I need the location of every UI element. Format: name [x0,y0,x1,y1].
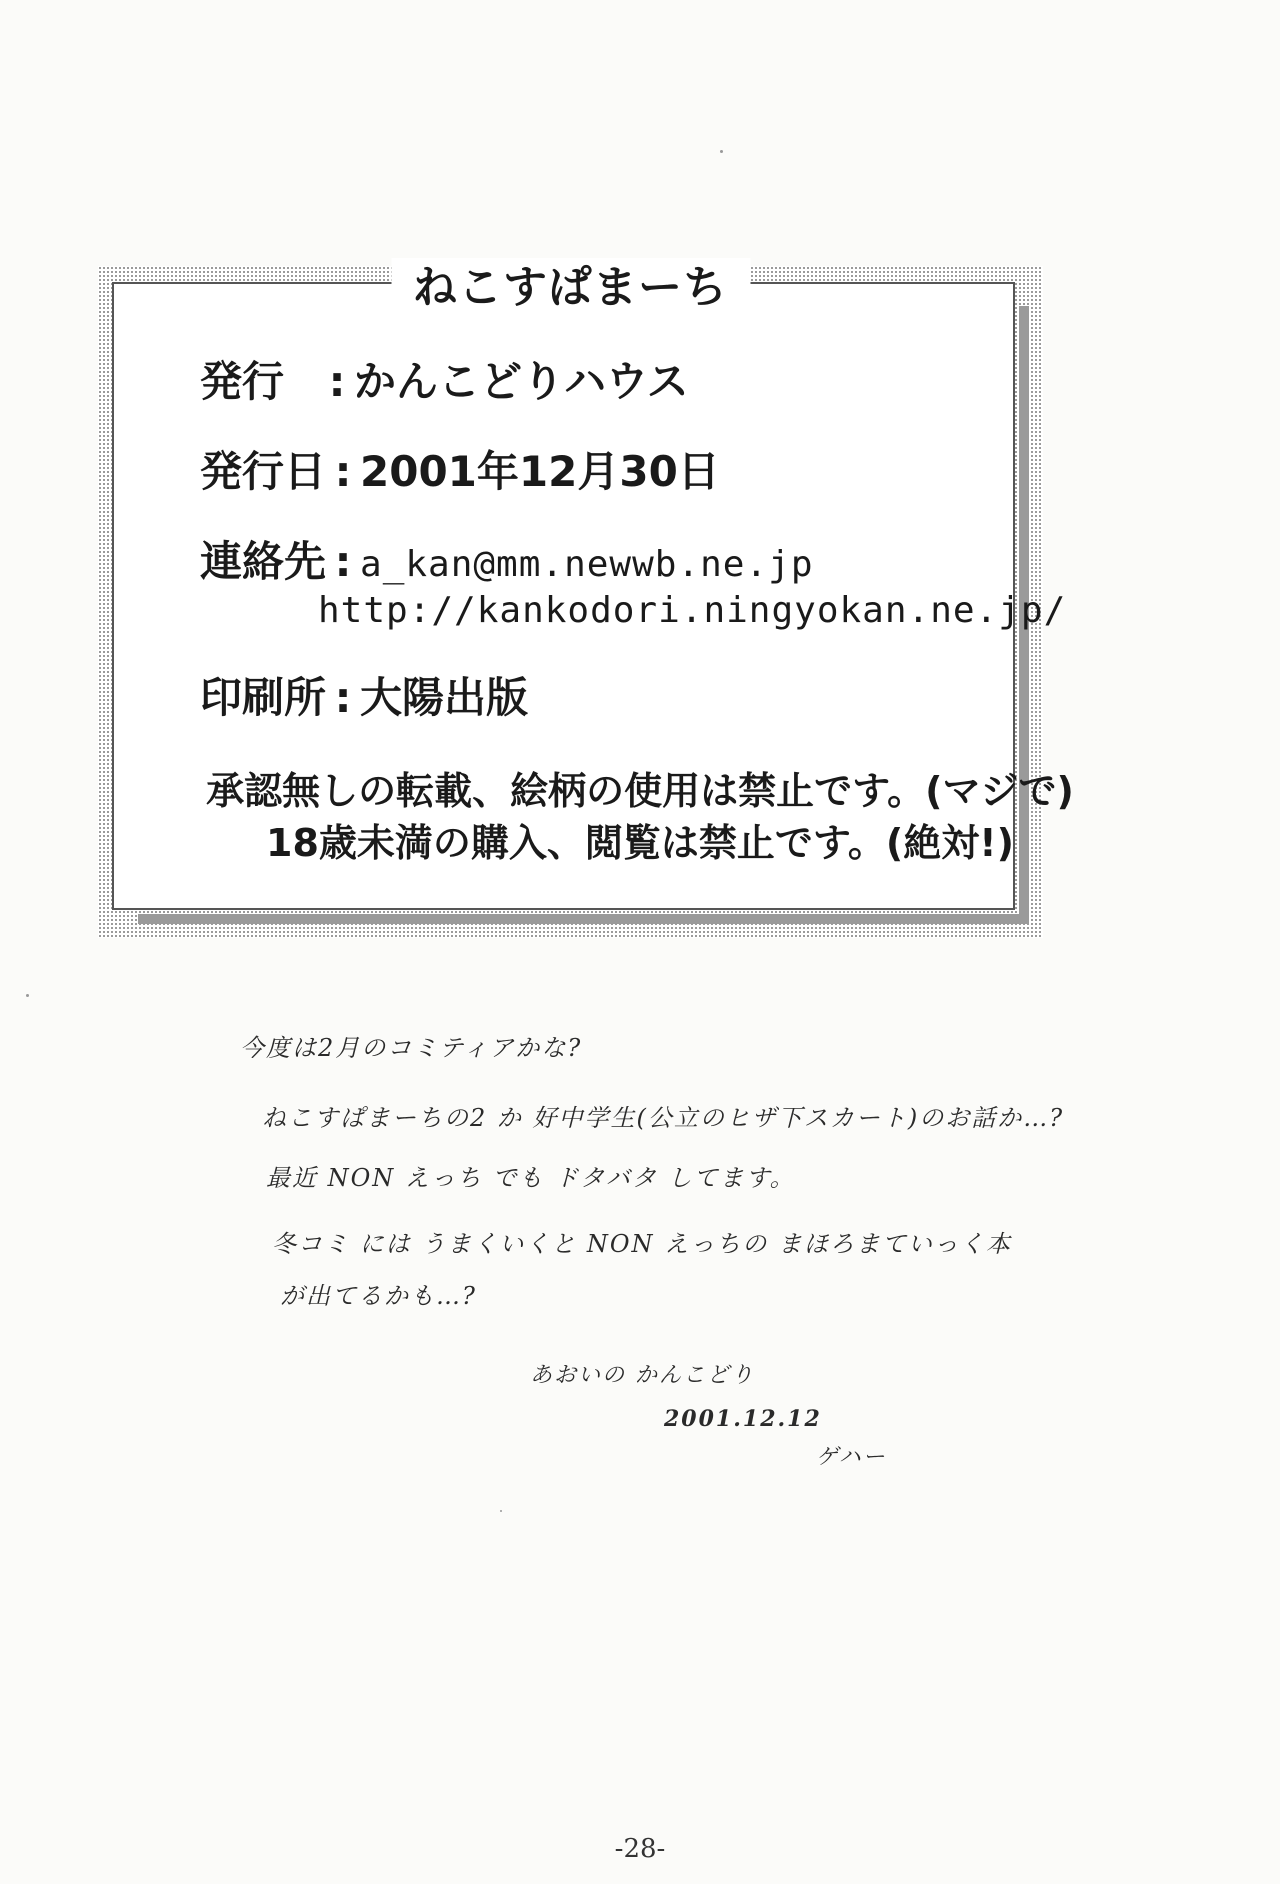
scan-speck [26,994,29,997]
colophon-title: ねこすぱまーち [413,262,728,313]
date-label: 発行日 [200,447,327,496]
date-row [200,446,720,498]
frame-shadow-bottom [138,914,1029,924]
publisher-label: 発行 [200,357,285,406]
printer-value: 大陽出版 [360,673,529,722]
page-number: -28- [614,1834,666,1864]
note-line-4: 冬コミ には うまくいくと NON えっちの まほろまていっく本 [272,1230,1012,1258]
scan-speck [720,150,723,153]
printer-row [200,672,528,724]
scan-speck [500,1510,502,1512]
contact-email: a_kan@mm.newwb.ne.jp [360,544,814,585]
notice-line-2: 18歳未満の購入、閲覧は禁止です。(絶対!) [266,821,1014,865]
date-separator: : [334,447,352,496]
note-trailing: ゲハー [816,1445,887,1470]
printer-separator: : [334,673,352,722]
note-line-2: ねこすぱまーちの2 か 好中学生(公立のヒザ下スカート)のお話か…? [262,1104,1065,1132]
printer-label: 印刷所 [200,673,327,722]
notice-line-1: 承認無しの転載、絵柄の使用は禁止です。(マジで) [206,769,1074,813]
contact-separator: : [334,537,352,586]
contact-row [200,536,814,591]
contact-url: http://kankodori.ningyokan.ne.jp/ [318,590,1067,631]
publisher-separator: : [328,357,346,406]
note-line-3: 最近 NON えっち でも ドタバタ してます。 [266,1164,796,1192]
note-date: 2001.12.12 [664,1406,822,1432]
note-signature: あおいの かんこどり [530,1363,755,1388]
note-line-5: が出てるかも…? [280,1282,477,1310]
colophon-title-wrap [391,258,750,318]
publisher-row [200,356,689,408]
date-value: 2001年12月30日 [360,447,720,496]
contact-label: 連絡先 [200,537,327,586]
note-line-1: 今度は2月のコミティアかな? [240,1034,583,1062]
publisher-value: かんこどりハウス [354,357,689,406]
